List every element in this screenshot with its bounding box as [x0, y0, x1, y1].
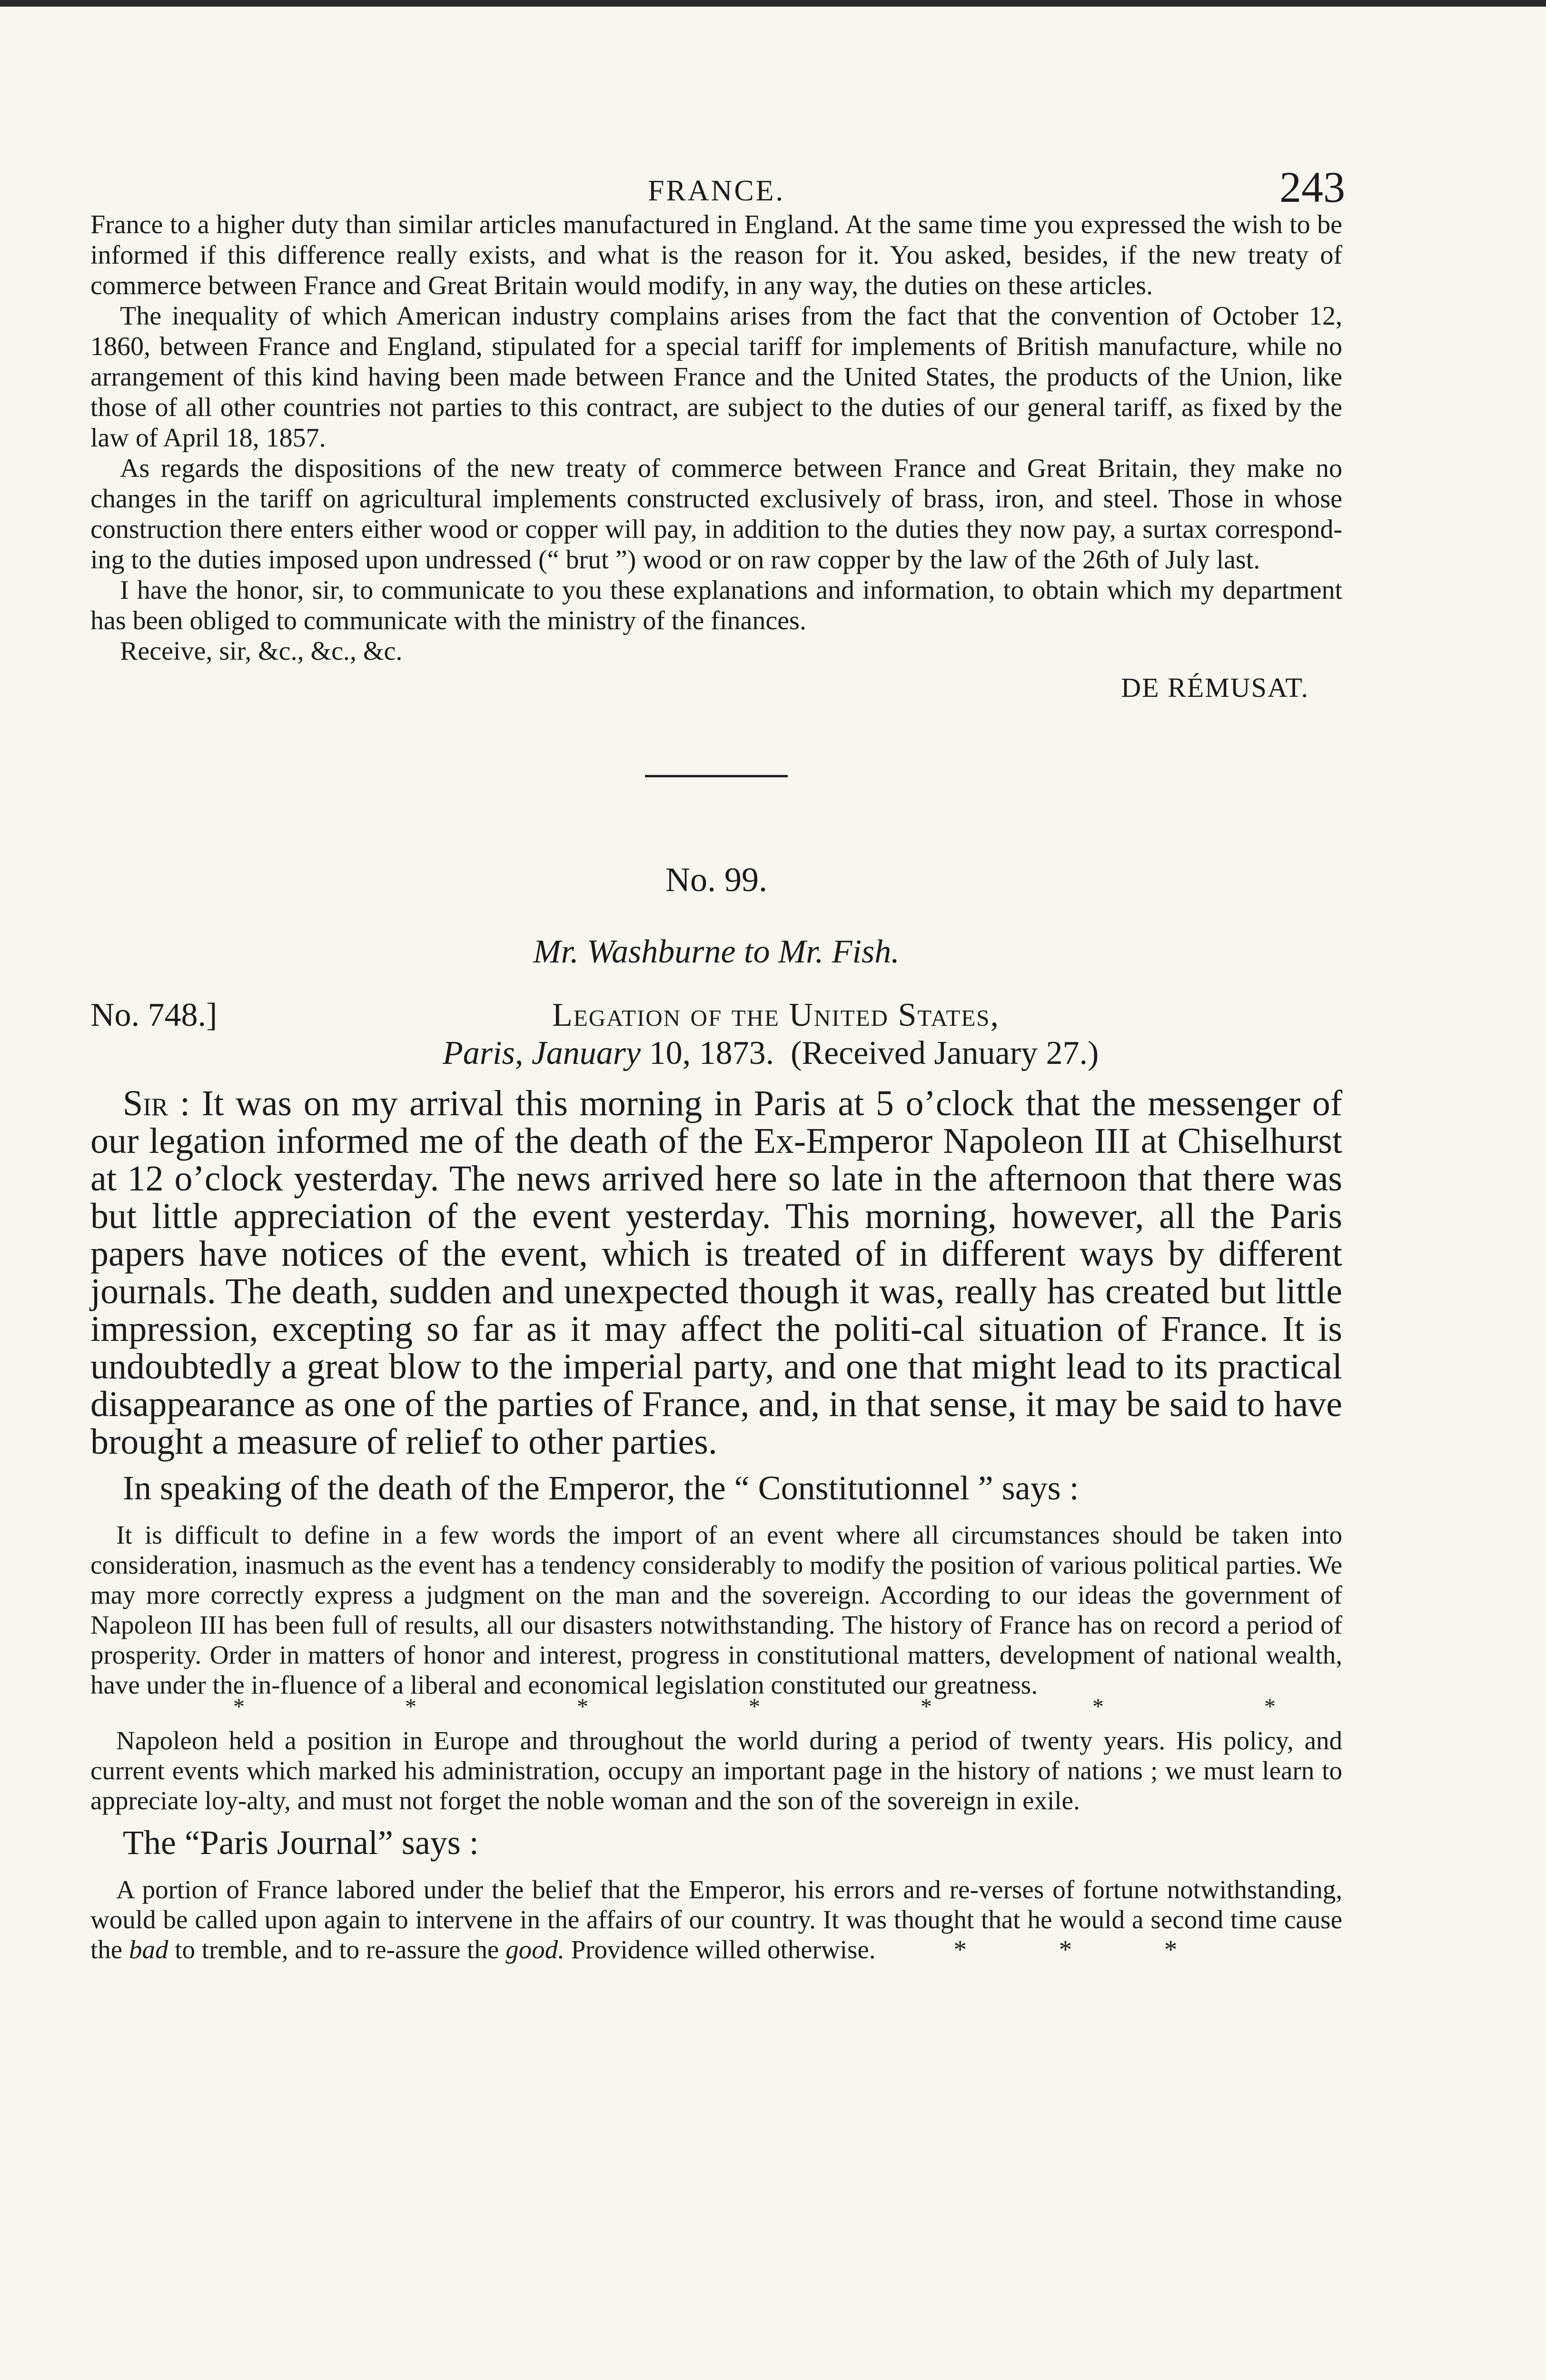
- letter-body: [90, 1085, 1342, 1461]
- star: *: [1164, 1935, 1220, 1964]
- section-separator: [645, 775, 788, 777]
- paragraph: As regards the dispositions of the new treaty of commerce between France and Great Britain, they make no changes in the tariff on agricultural implements constructed exclusively of brass, iron, and steel. Those in whose construction there enters either wood or copper will pay, in addition to the duties they now pay, a surtax correspond-ing to the duties imposed upon undressed (“ brut ”) wood or on raw copper by the law of the 26th of July last.: [90, 454, 1342, 575]
- constitutionnel-intro: In speaking of the death of the Emperor, the “ Constitutionnel ” says :: [123, 1469, 1079, 1507]
- star: *: [405, 1694, 416, 1719]
- star: *: [233, 1694, 245, 1719]
- page-top-edge: [0, 0, 1546, 7]
- correspondents-heading: Mr. Washburne to Mr. Fish.: [533, 933, 900, 970]
- paris-journal-quote: [90, 1874, 1342, 1964]
- ellipsis-stars: [904, 1935, 1220, 1964]
- paragraph: France to a higher duty than similar articles manufactured in England. At the same time you expressed the wish to be informed if this difference really exists, and what is the reason for it. You asked, besides, if the new treaty of commerce between France and Great Britain would modify, in any way, the duties on these articles.: [90, 210, 1342, 300]
- constitutionnel-quote: [90, 1520, 1342, 1815]
- page-number: 243: [1279, 163, 1345, 211]
- document-number: No. 99.: [665, 861, 767, 899]
- quote-paragraph: Napoleon held a position in Europe and throughout the world during a period of twenty years. His policy, and current events which marked his administration, occupy an important page in the history of nations ; we must learn to appreciate loy-alty, and must not forget the noble woman and the son of the sovereign in exile.: [90, 1726, 1342, 1815]
- place-and-date: [443, 1034, 1099, 1072]
- dateline: [90, 996, 1342, 1077]
- signature: DE RÉMUSAT.: [1121, 672, 1309, 703]
- star: *: [1059, 1935, 1115, 1964]
- star: *: [1264, 1694, 1276, 1719]
- letter-paragraph: [90, 1085, 1342, 1461]
- quote-emphasis: bad: [129, 1935, 168, 1964]
- paris-journal-intro: The “Paris Journal” says :: [123, 1824, 479, 1862]
- legation-heading: Legation of the United States,: [552, 997, 1000, 1033]
- despatch-number: No. 748.]: [90, 997, 218, 1033]
- quote-text: A portion of France labored under the belief that the Emperor, his errors and re-verses of fortune notwithstanding, would be called upon again to intervene in the affairs of our country. It was thought that he would a second time cause the: [90, 1875, 1342, 1964]
- place: Paris,: [443, 1035, 524, 1071]
- received-note: (Received January 27.): [791, 1035, 1099, 1071]
- star: *: [749, 1694, 760, 1719]
- previous-letter: [90, 209, 1342, 666]
- star: *: [921, 1694, 932, 1719]
- page: [90, 157, 1345, 1964]
- star: *: [1092, 1694, 1104, 1719]
- running-head: [90, 157, 1345, 211]
- closing: Receive, sir, &c., &c., &c.: [120, 636, 403, 666]
- star: *: [953, 1935, 1010, 1964]
- running-title: FRANCE.: [647, 175, 785, 207]
- quote-paragraph: It is difficult to define in a few words the import of an event where all circumstances should be taken into consideration, inasmuch as the event has a tendency considerably to modify the position of various political parties. We may more correctly express a judgment on the man and the sovereign. According to our ideas the government of Napoleon III has been full of results, all our disasters notwithstanding. The history of France has on record a period of prosperity. Order in matters of honor and interest, progress in constitutional matters, development of national wealth, have under the in-fluence of a liberal and economical legislation constituted our greatness.: [90, 1520, 1342, 1699]
- paragraph: The inequality of which American industry complains arises from the fact that the convention of October 12, 1860, between France and England, stipulated for a special tariff for implements of British manufacture, while no arrangement of this kind having been made between France and the United States, the products of the Union, like those of all other countries not parties to this contract, are subject to the duties of our general tariff, as fixed by the law of April 18, 1857.: [90, 301, 1342, 453]
- star: *: [577, 1694, 588, 1719]
- quote-text: Providence willed otherwise.: [571, 1935, 876, 1964]
- date-rest: 10, 1873.: [649, 1035, 774, 1071]
- ellipsis-stars: [90, 1694, 1342, 1721]
- letter-text: It was on my arrival this morning in Paris at 5 o’clock that the messenger of our legation informed me of the death of the Ex-Emperor Napoleon III at Chiselhurst at 12 o’clock yesterday. The news arrived here so late in the afternoon that there was but little appreciation of the event yesterday. This morning, however, all the Paris papers have notices of the event, which is treated of in different ways by different journals. The death, sudden and unexpected though it was, really has created but little impression, excepting so far as it may affect the politi-cal situation of France. It is undoubtedly a great blow to the imperial party, and one that might lead to its practical disappearance as one of the parties of France, and, in that sense, it may be said to have brought a measure of relief to other parties.: [90, 1083, 1343, 1462]
- quote-emphasis: good.: [505, 1935, 565, 1964]
- paragraph: I have the honor, sir, to communicate to you these explanations and information, to obtain which my department has been obliged to communicate with the ministry of the finances.: [90, 575, 1342, 635]
- quote-paragraph: [90, 1874, 1342, 1964]
- quote-text: to tremble, and to re-assure the: [175, 1935, 499, 1964]
- date-month: January: [531, 1035, 641, 1071]
- salutation: Sir :: [123, 1083, 190, 1123]
